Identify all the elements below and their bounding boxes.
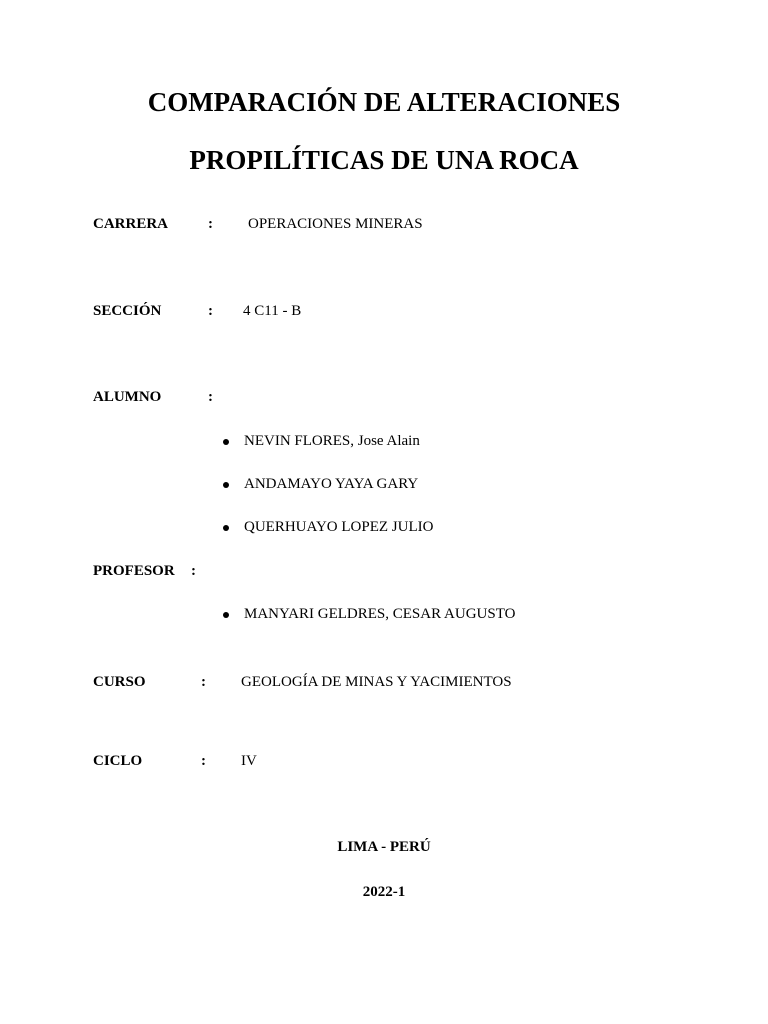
curso-colon: : — [201, 674, 206, 690]
carrera-colon: : — [208, 216, 213, 232]
carrera-label: CARRERA — [93, 216, 168, 232]
curso-label: CURSO — [93, 674, 146, 690]
ciclo-value: IV — [241, 753, 257, 769]
bullet-icon — [223, 612, 229, 618]
curso-value: GEOLOGÍA DE MINAS Y YACIMIENTOS — [241, 674, 512, 690]
place-text: LIMA - PERÚ — [337, 839, 431, 855]
alumno-colon: : — [208, 389, 213, 405]
profesor-label: PROFESOR — [93, 563, 175, 579]
alumno-name: QUERHUAYO LOPEZ JULIO — [244, 519, 434, 535]
ciclo-label: CICLO — [93, 753, 143, 769]
year-text: 2022-1 — [362, 884, 406, 900]
seccion-value: 4 C11 - B — [243, 303, 302, 319]
profesor-colon: : — [191, 563, 196, 579]
seccion-colon: : — [208, 303, 213, 319]
alumno-name: NEVIN FLORES, Jose Alain — [244, 433, 420, 449]
alumno-name: ANDAMAYO YAYA GARY — [244, 476, 419, 492]
alumno-label: ALUMNO — [93, 389, 162, 405]
bullet-icon — [223, 525, 229, 531]
document-title-line-1: COMPARACIÓN DE ALTERACIONES — [147, 87, 621, 117]
carrera-value: OPERACIONES MINERAS — [248, 216, 423, 232]
bullet-icon — [223, 439, 229, 445]
seccion-label: SECCIÓN — [93, 303, 162, 319]
document-title-line-2: PROPILÍTICAS DE UNA ROCA — [189, 145, 579, 175]
ciclo-colon: : — [201, 753, 206, 769]
profesor-name: MANYARI GELDRES, CESAR AUGUSTO — [244, 606, 516, 622]
bullet-icon — [223, 482, 229, 488]
